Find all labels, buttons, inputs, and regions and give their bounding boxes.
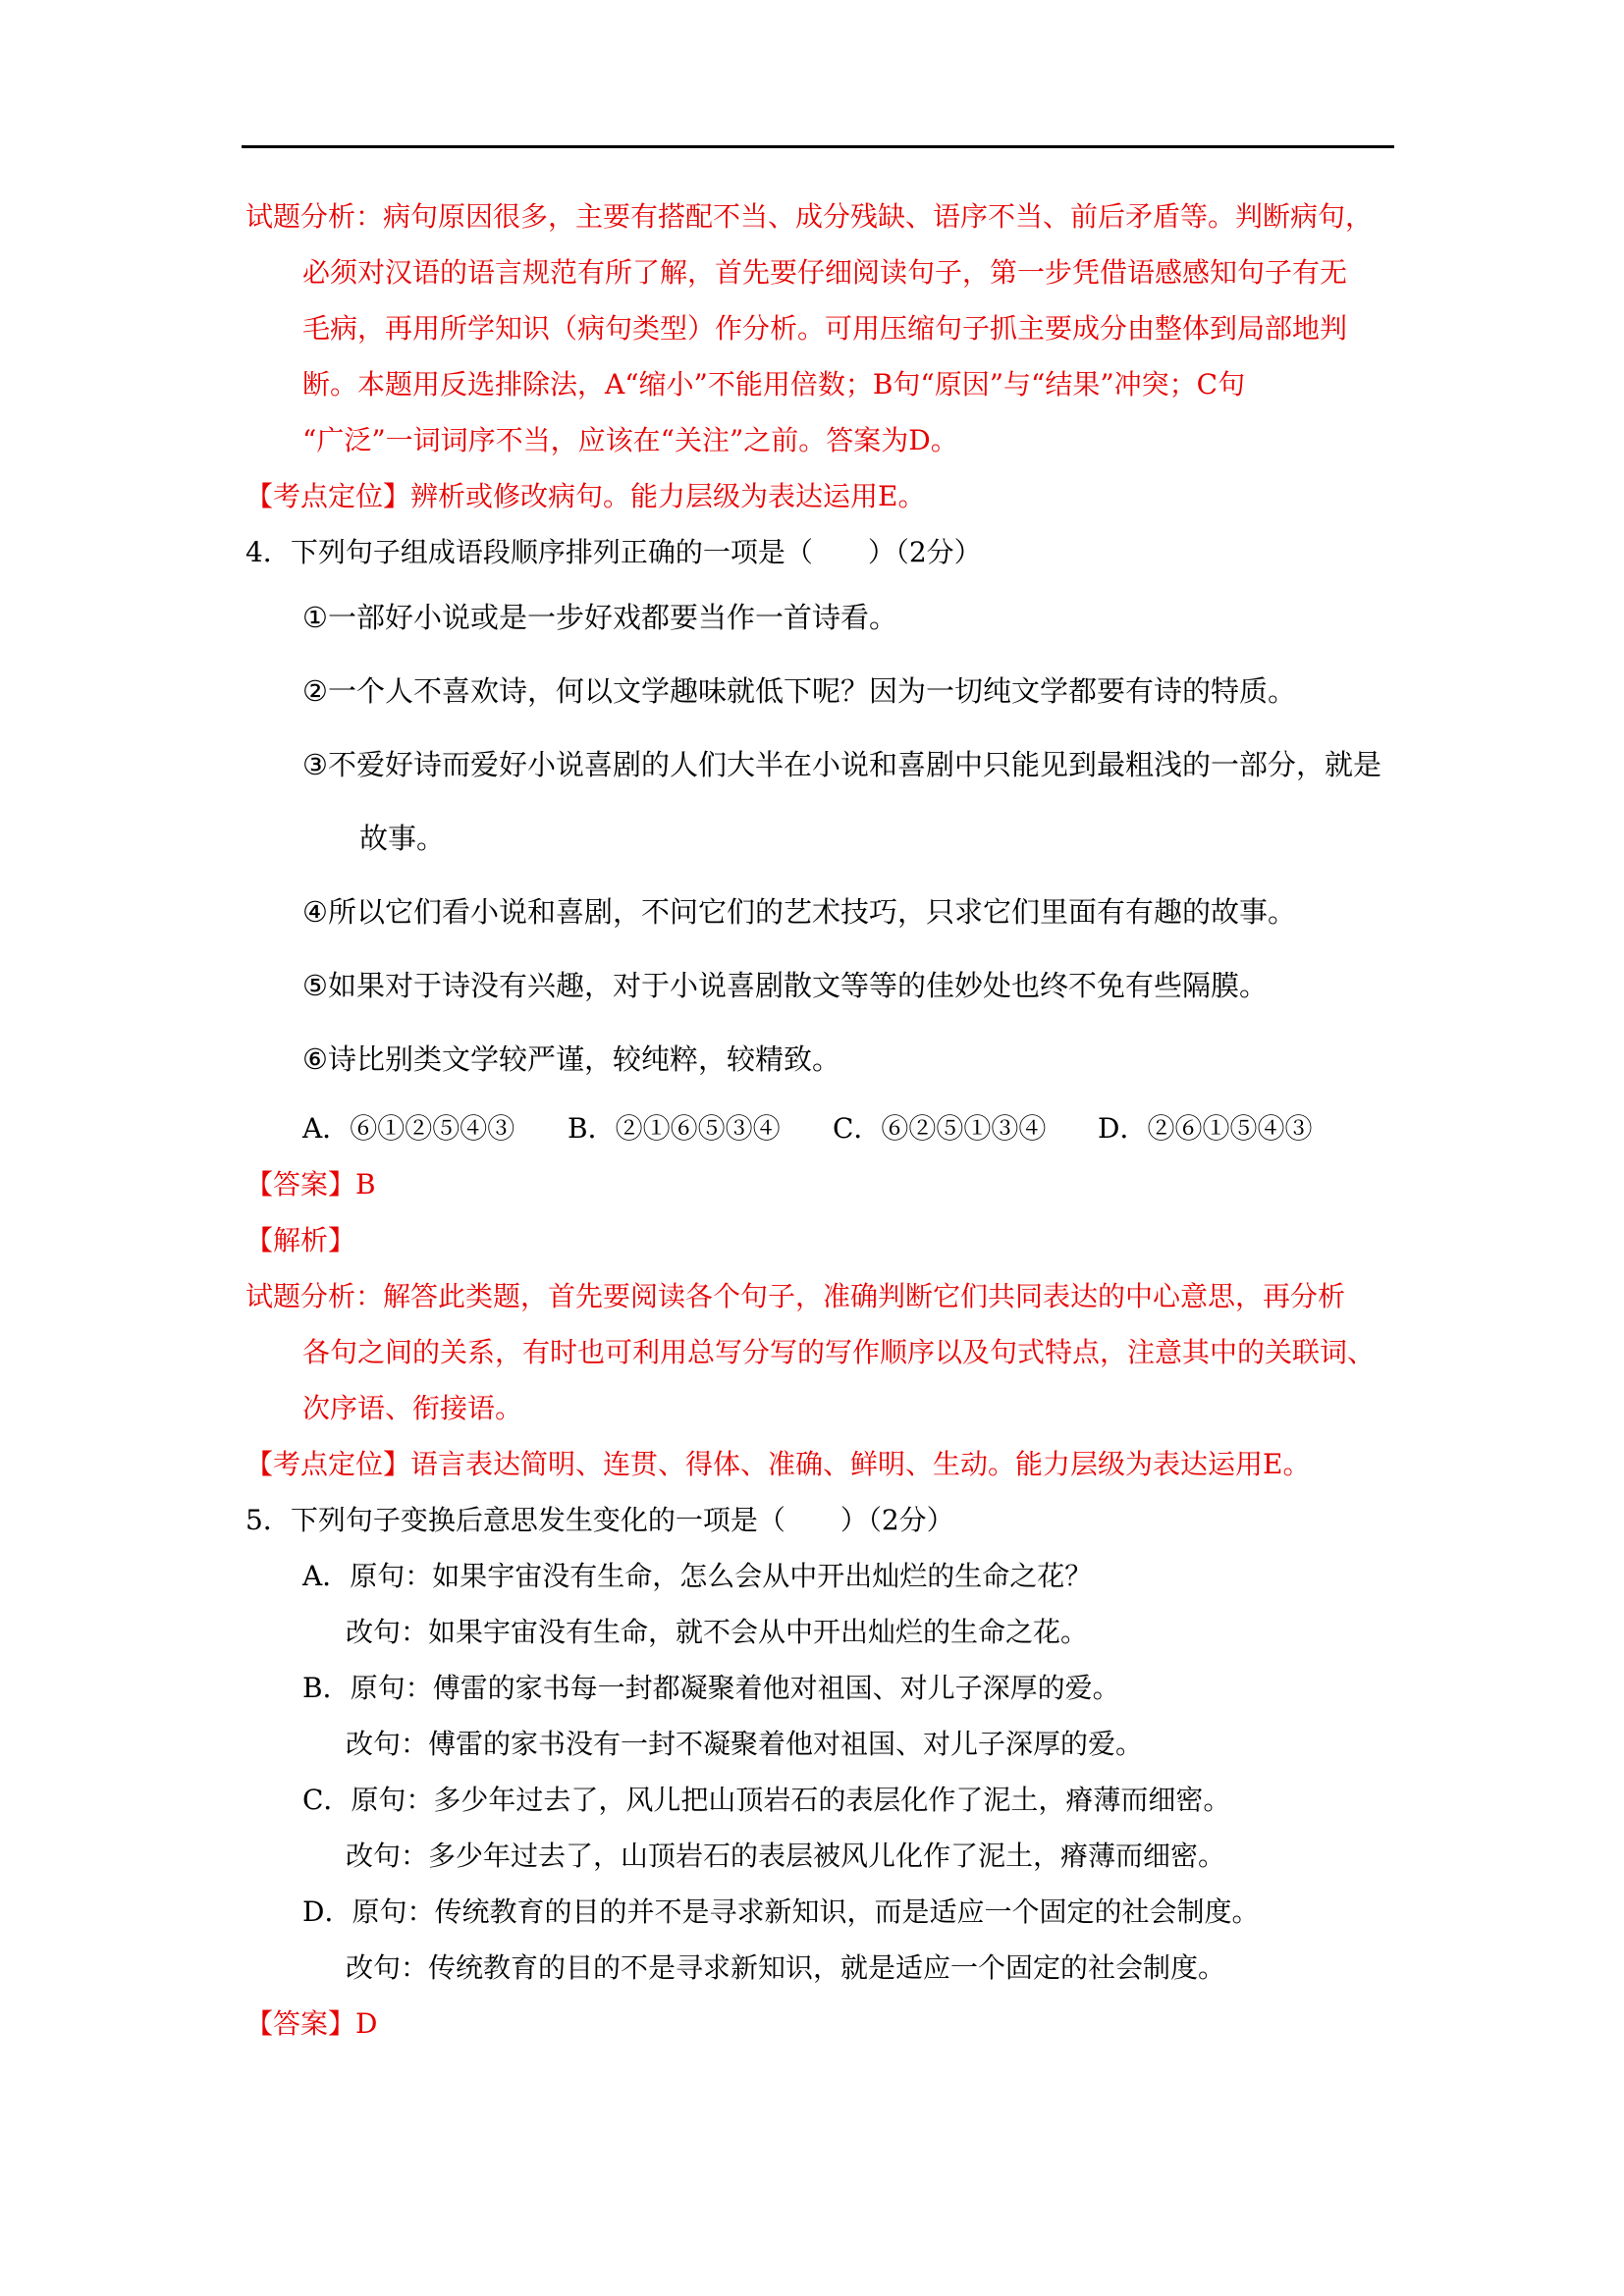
q5-option-b-revised: 改句：傅雷的家书没有一封不凝聚着他对祖国、对儿子深厚的爱。 xyxy=(346,1728,1144,1760)
q4-analysis-line: 试题分析：解答此类题，首先要阅读各个句子，准确判断它们共同表达的中心意思，再分析 xyxy=(245,1280,1346,1312)
q4-kaodian: 【考点定位】语言表达简明、连贯、得体、准确、鲜明、生动。能力层级为表达运用E。 xyxy=(245,1448,1311,1480)
q5-option-b-original: B．原句：傅雷的家书每一封都凝聚着他对祖国、对儿子深厚的爱。 xyxy=(302,1672,1120,1704)
q4-analysis-line: 次序语、衔接语。 xyxy=(302,1392,523,1424)
q5-option-d-revised: 改句：传统教育的目的不是寻求新知识，就是适应一个固定的社会制度。 xyxy=(346,1951,1226,1984)
header-rule xyxy=(242,145,1394,148)
q4-sentence: ④所以它们看小说和喜剧，不问它们的艺术技巧，只求它们里面有有趣的故事。 xyxy=(302,895,1296,929)
q4-jiexi: 【解析】 xyxy=(245,1224,356,1256)
q3-kaodian: 【考点定位】辨析或修改病句。能力层级为表达运用E。 xyxy=(245,480,926,512)
q4-options xyxy=(302,1110,1312,1148)
q3-analysis-line: “广泛”一词词序不当，应该在“关注”之前。答案为D。 xyxy=(302,424,958,456)
q4-sentence: 故事。 xyxy=(359,822,446,855)
q4-sentence: ①一部好小说或是一步好戏都要当作一首诗看。 xyxy=(302,601,897,634)
q4-sentence: ⑥诗比别类文学较严谨，较纯粹，较精致。 xyxy=(302,1042,840,1076)
q4-option-b: B．②①⑥⑤③④ xyxy=(568,1112,781,1145)
q5-option-c-original: C．原句：多少年过去了，风儿把山顶岩石的表层化作了泥土，瘠薄而细密。 xyxy=(302,1784,1231,1816)
q4-answer: 【答案】B xyxy=(245,1168,376,1201)
q4-sentence: ②一个人不喜欢诗，何以文学趣味就低下呢？因为一切纯文学都要有诗的特质。 xyxy=(302,674,1296,708)
q5-option-d-original: D．原句：传统教育的目的并不是寻求新知识，而是适应一个固定的社会制度。 xyxy=(302,1896,1260,1928)
q5-stem: 5．下列句子变换后意思发生变化的一项是（ ）（2分） xyxy=(245,1504,954,1536)
q3-analysis-line: 毛病，再用所学知识（病句类型）作分析。可用压缩句子抓主要成分由整体到局部地判 xyxy=(302,312,1348,345)
q5-option-c-revised: 改句：多少年过去了，山顶岩石的表层被风儿化作了泥土，瘠薄而细密。 xyxy=(346,1840,1226,1872)
q5-option-a-original: A．原句：如果宇宙没有生命，怎么会从中开出灿烂的生命之花？ xyxy=(302,1560,1093,1592)
q4-option-a: A．⑥①②⑤④③ xyxy=(302,1112,515,1145)
q4-stem: 4．下列句子组成语段顺序排列正确的一项是（ ）（2分） xyxy=(245,536,982,568)
q4-sentence: ⑤如果对于诗没有兴趣，对于小说喜剧散文等等的佳妙处也终不免有些隔膜。 xyxy=(302,969,1268,1002)
q4-option-d: D．②⑥①⑤④③ xyxy=(1098,1112,1313,1145)
q4-analysis-line: 各句之间的关系，有时也可利用总写分写的写作顺序以及句式特点，注意其中的关联词、 xyxy=(302,1336,1376,1368)
q3-analysis-line: 必须对汉语的语言规范有所了解，首先要仔细阅读句子，第一步凭借语感感知句子有无 xyxy=(302,256,1348,289)
q5-option-a-revised: 改句：如果宇宙没有生命，就不会从中开出灿烂的生命之花。 xyxy=(346,1616,1089,1648)
q3-analysis-line: 断。本题用反选排除法，A“缩小”不能用倍数；B句“原因”与“结果”冲突；C句 xyxy=(302,368,1246,400)
q4-option-c: C．⑥②⑤①③④ xyxy=(833,1112,1047,1145)
q4-sentence: ③不爱好诗而爱好小说喜剧的人们大半在小说和喜剧中只能见到最粗浅的一部分，就是 xyxy=(302,748,1381,781)
q3-analysis-line: 试题分析：病句原因很多，主要有搭配不当、成分残缺、语序不当、前后矛盾等。判断病句， xyxy=(245,200,1374,233)
q5-answer: 【答案】D xyxy=(245,2007,378,2040)
